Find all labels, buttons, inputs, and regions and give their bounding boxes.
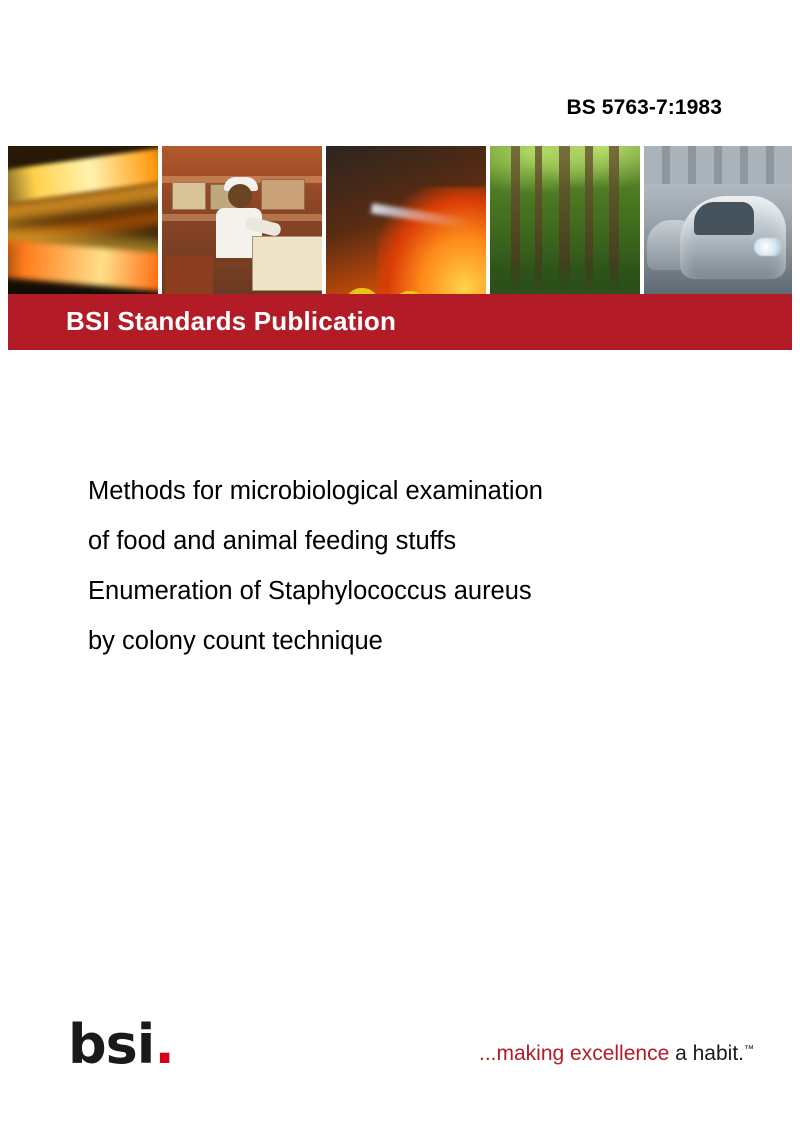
- warehouse-worker-photo: [162, 146, 322, 294]
- light-trails-photo: [8, 146, 158, 294]
- page-title-line-1: Methods for microbiological examination: [88, 477, 543, 505]
- trademark-symbol: ™: [744, 1044, 754, 1055]
- firefighters-photo: [326, 146, 486, 294]
- forest-photo: [490, 146, 640, 294]
- bsi-logo: [68, 1013, 188, 1076]
- page-title-line-3: Enumeration of Staphylococcus aureus: [88, 577, 532, 605]
- bsi-tagline-lead: ...making excellence: [479, 1042, 670, 1065]
- bsi-logo-dot: .: [154, 1013, 174, 1076]
- page-title-line-4: by colony count technique: [88, 627, 383, 655]
- bsi-tagline-rest: a habit.: [669, 1042, 744, 1065]
- page-title-line-2: of food and animal feeding stuffs: [88, 527, 457, 555]
- bsi-standards-banner-label: BSI Standards Publication: [66, 306, 397, 336]
- bsi-tagline: [479, 1042, 754, 1066]
- cover-image-band: [8, 146, 792, 294]
- page-title: [88, 466, 728, 666]
- bsi-logo-text: bsi: [68, 1013, 155, 1076]
- car-assembly-photo: [644, 146, 792, 294]
- standard-number: BS 5763-7:1983: [566, 96, 722, 119]
